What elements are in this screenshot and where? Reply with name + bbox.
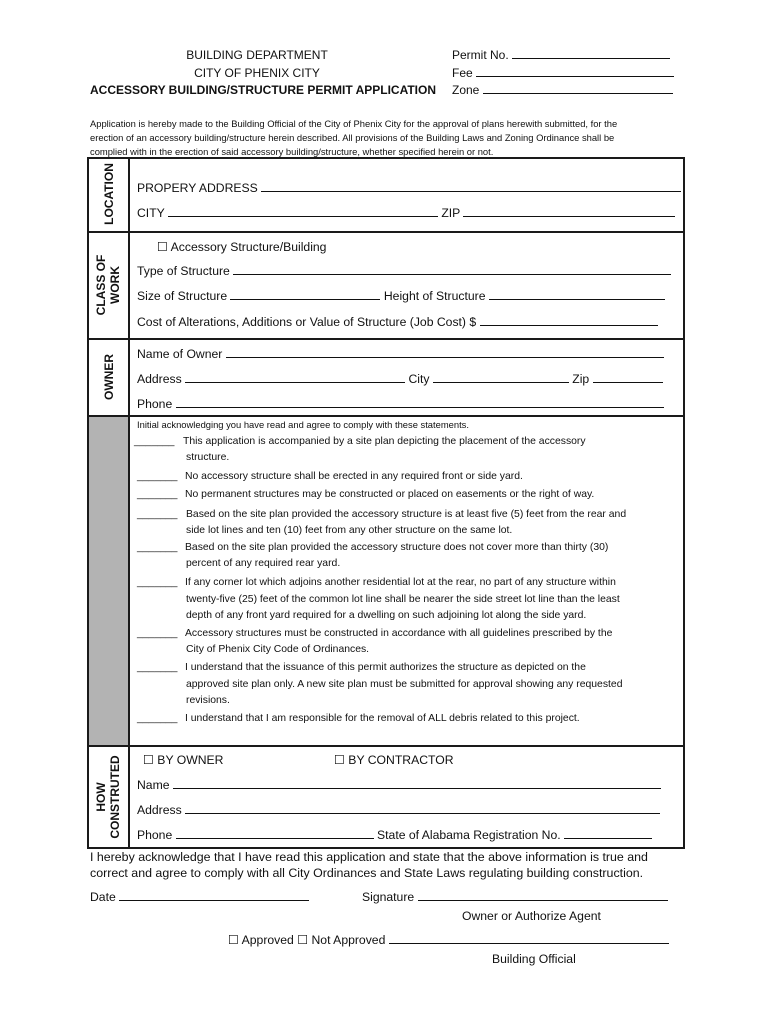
permit-number-field[interactable] xyxy=(512,48,670,59)
builder-address-label: Address xyxy=(137,803,182,817)
owner-phone-field[interactable] xyxy=(176,397,664,408)
type-of-structure-label: Type of Structure xyxy=(137,264,230,278)
statement-9: I understand that I am responsible for the removal of ALL debris related to this project. xyxy=(185,713,580,724)
class-of-work-line-2: WORK xyxy=(108,266,122,304)
how-constructed-line-2: CONSTRUTED xyxy=(108,755,122,839)
section-label-class-of-work xyxy=(94,235,124,335)
statement-5-line-1: Based on the site plan provided the accessory structure does not cover more than thirty (30) xyxy=(185,542,609,553)
builder-name-field[interactable] xyxy=(173,778,661,789)
statement-1-line-2: structure. xyxy=(186,452,230,463)
fee-label: Fee xyxy=(452,66,473,80)
builder-phone-label: Phone xyxy=(137,828,173,842)
owner-phone-label: Phone xyxy=(137,397,173,411)
statement-6-line-3: depth of any front yard required for a dwelling on such adjoining lot along the side yard. xyxy=(186,610,587,621)
date-label: Date xyxy=(90,890,116,904)
zone-label: Zone xyxy=(452,83,480,97)
city-name: CITY OF PHENIX CITY xyxy=(194,66,320,80)
job-cost-field[interactable] xyxy=(480,315,658,326)
statement-7-line-1: Accessory structures must be constructed in accordance with all guidelines prescribed by the xyxy=(185,628,613,639)
acknowledgment-intro: Initial acknowledging you have read and agree to comply with these statements. xyxy=(137,419,469,430)
builder-name-label: Name xyxy=(137,778,170,792)
accessory-structure-option[interactable] xyxy=(157,240,326,254)
zone-row xyxy=(452,83,673,97)
statement-3: No permanent structures may be constructed or placed on easements or the right of way. xyxy=(185,489,595,500)
owner-zip-label: Zip xyxy=(572,372,590,386)
builder-phone-row xyxy=(137,828,652,842)
size-of-structure-field[interactable] xyxy=(230,289,380,300)
owner-city-field[interactable] xyxy=(433,372,569,383)
height-of-structure-label: Height of Structure xyxy=(383,289,486,303)
building-official-signature-field[interactable] xyxy=(389,933,669,944)
owner-name-label: Name of Owner xyxy=(137,347,223,361)
statement-4-initial[interactable]: _______ xyxy=(137,509,178,520)
approval-options[interactable]: ☐ Approved ☐ Not Approved xyxy=(228,933,386,947)
statement-6-line-2: twenty-five (25) feet of the common lot line shall be nearer the side street lot line than the least xyxy=(186,594,620,605)
location-zip-label: ZIP xyxy=(441,206,461,220)
height-of-structure-field[interactable] xyxy=(489,289,665,300)
registration-number-field[interactable] xyxy=(564,828,652,839)
type-of-structure-field[interactable] xyxy=(233,264,671,275)
class-of-work-line-1: CLASS OF xyxy=(94,254,108,316)
accessory-structure-label: Accessory Structure/Building xyxy=(170,240,327,254)
owner-zip-field[interactable] xyxy=(593,372,663,383)
date-field[interactable] xyxy=(119,890,309,901)
acknowledgment-side-bar xyxy=(89,417,128,745)
statement-8-line-3: revisions. xyxy=(186,695,230,706)
statement-8-line-1: I understand that the issuance of this permit authorizes the structure as depicted on the xyxy=(185,662,586,673)
property-address-row xyxy=(137,181,681,195)
by-owner-option[interactable]: ☐ BY OWNER xyxy=(143,753,224,767)
property-address-field[interactable] xyxy=(261,181,681,192)
owner-city-label: City xyxy=(408,372,430,386)
signature-row xyxy=(362,890,668,904)
by-contractor-option[interactable]: ☐ BY CONTRACTOR xyxy=(334,753,454,767)
statement-6-line-1: If any corner lot which adjoins another residential lot at the rear, no part of any structure within xyxy=(185,577,616,588)
owner-address-label: Address xyxy=(137,372,182,386)
signature-field[interactable] xyxy=(418,890,668,901)
zone-field[interactable] xyxy=(483,83,673,94)
department-name: BUILDING DEPARTMENT xyxy=(186,48,328,62)
job-cost-label: Cost of Alterations, Additions or Value of Structure (Job Cost) $ xyxy=(137,315,477,329)
section-label-owner: OWNER xyxy=(102,354,116,400)
acknowledgment-statement-line-1: I hereby acknowledge that I have read this application and state that the above information is true and xyxy=(90,850,648,864)
owner-name-field[interactable] xyxy=(226,347,664,358)
statement-6-initial[interactable]: _______ xyxy=(137,577,178,588)
statement-8-initial[interactable]: _______ xyxy=(137,662,178,673)
statement-3-initial[interactable]: _______ xyxy=(137,489,178,500)
owner-agent-caption: Owner or Authorize Agent xyxy=(462,909,601,923)
approval-row xyxy=(228,933,669,947)
divider-class xyxy=(87,338,685,340)
property-address-label: PROPERY ADDRESS xyxy=(137,181,258,195)
size-of-structure-label: Size of Structure xyxy=(137,289,228,303)
statement-1-line-1: This application is accompanied by a site plan depicting the placement of the accessory xyxy=(183,436,586,447)
job-cost-row xyxy=(137,315,658,329)
location-zip-field[interactable] xyxy=(463,206,675,217)
date-row xyxy=(90,890,309,904)
how-constructed-line-1: HOW xyxy=(94,782,108,812)
permit-number-row xyxy=(452,48,670,62)
section-label-how-constructed xyxy=(94,747,124,847)
statement-2-initial[interactable]: _______ xyxy=(137,471,178,482)
builder-address-row xyxy=(137,803,660,817)
statement-7-line-2: City of Phenix City Code of Ordinances. xyxy=(186,644,370,655)
divider-ack xyxy=(87,745,685,747)
intro-line-3: complied with in the erection of said accessory building/structure, whether specified herein or not. xyxy=(90,146,494,157)
owner-phone-row xyxy=(137,397,664,411)
statement-8-line-2: approved site plan only. A new site plan must be submitted for approval showing any requested xyxy=(186,679,623,690)
divider-owner xyxy=(87,415,685,417)
accessory-structure-checkbox[interactable]: ☐ xyxy=(157,240,168,254)
builder-phone-field[interactable] xyxy=(176,828,374,839)
statement-5-initial[interactable]: _______ xyxy=(137,542,178,553)
form-title: ACCESSORY BUILDING/STRUCTURE PERMIT APPLICATION xyxy=(90,83,437,97)
fee-field[interactable] xyxy=(476,66,674,77)
statement-5-line-2: percent of any required rear yard. xyxy=(186,558,341,569)
type-of-structure-row xyxy=(137,264,671,278)
statement-4-line-1: Based on the site plan provided the accessory structure is at least five (5) feet from the rear and xyxy=(186,509,627,520)
statement-4-line-2: side lot lines and ten (10) feet from any other structure on the same lot. xyxy=(186,525,513,536)
registration-number-label: State of Alabama Registration No. xyxy=(377,828,561,842)
permit-number-label: Permit No. xyxy=(452,48,509,62)
intro-line-2: erection of an accessory building/structure herein described. All provisions of the Building Laws and Zoning Ordinance shall be xyxy=(90,132,615,143)
location-city-row xyxy=(137,206,675,220)
builder-name-row xyxy=(137,778,661,792)
location-city-field[interactable] xyxy=(168,206,438,217)
section-label-location: LOCATION xyxy=(102,163,116,225)
owner-name-row xyxy=(137,347,664,361)
size-height-row xyxy=(137,289,665,303)
owner-address-field[interactable] xyxy=(185,372,405,383)
fee-row xyxy=(452,66,674,80)
builder-address-field[interactable] xyxy=(185,803,660,814)
statement-1-initial[interactable]: _______ xyxy=(134,436,175,447)
divider-location xyxy=(87,231,685,233)
intro-line-1: Application is hereby made to the Building Official of the City of Phenix City for the approval of plans herewith submitted, for the xyxy=(90,118,618,129)
building-official-caption: Building Official xyxy=(492,952,576,966)
signature-label: Signature xyxy=(362,890,415,904)
location-city-label: CITY xyxy=(137,206,165,220)
statement-9-initial[interactable]: _______ xyxy=(137,713,178,724)
statement-2: No accessory structure shall be erected in any required front or side yard. xyxy=(185,471,523,482)
statement-7-initial[interactable]: _______ xyxy=(137,628,178,639)
owner-address-row xyxy=(137,372,663,386)
acknowledgment-statement-line-2: correct and agree to comply with all City Ordinances and State Laws regulating building construction. xyxy=(90,866,644,880)
